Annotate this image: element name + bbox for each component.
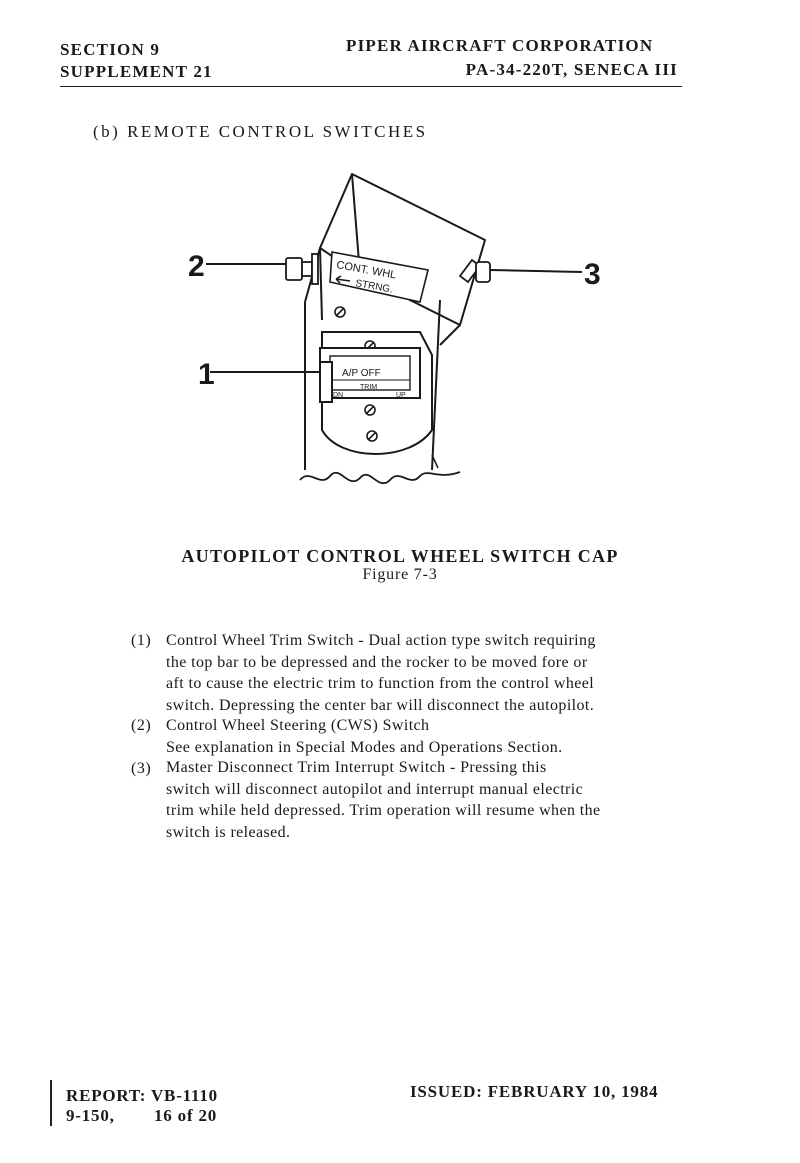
list-item [166,715,682,758]
figure-number: Figure 7-3 [362,566,438,583]
item-number: (2) [131,717,152,734]
item-number: (1) [131,632,152,649]
list-item [166,757,682,844]
page-number: 9-150, [66,1106,115,1125]
report-number: REPORT: VB-1110 [66,1086,218,1105]
item-title: Master Disconnect Trim Interrupt Switch - Pressing this [166,759,547,776]
item-line: switch will disconnect autopilot and interrupt manual electric [166,780,584,798]
supplement-label: SUPPLEMENT 21 [60,62,213,81]
cws-switch-knob [286,254,318,284]
page-count: 16 of 20 [154,1106,218,1125]
item-line: See explanation in Special Modes and Operations Section. [166,738,563,756]
item-line: aft to cause the electric trim to function from the control wheel [166,675,595,693]
section-subheading: (b) REMOTE CONTROL SWITCHES [93,122,428,141]
item-title: Control Wheel Steering (CWS) Switch [166,717,430,734]
aircraft-model: PA-34-220T, SENECA III [465,60,678,79]
callout-3: 3 [584,258,601,291]
ap-off-label: A/P OFF [342,368,381,379]
item-title: Control Wheel Trim Switch - Dual action type switch requiring [166,632,596,649]
figure-title: AUTOPILOT CONTROL WHEEL SWITCH CAP [181,546,619,566]
trim-label: TRIM [360,384,378,391]
item-line: trim while held depressed. Trim operation will resume when the [166,802,601,820]
section-label: SECTION 9 [60,40,161,59]
item-number: (3) [131,760,152,777]
revision-bar [50,1080,52,1126]
trim-up-label: UP [396,392,406,399]
item-line: switch. Depressing the center bar will disconnect the autopilot. [166,697,595,715]
list-item [166,630,682,717]
switch-cap-illustration [170,150,630,510]
callout-2: 2 [188,250,205,283]
company-name: PIPER AIRCRAFT CORPORATION [346,36,654,55]
callout-1: 1 [198,358,215,391]
issued-date: ISSUED: FEBRUARY 10, 1984 [410,1082,659,1101]
item-line: switch is released. [166,824,291,842]
item-line: the top bar to be depressed and the rocker to be moved fore or [166,653,588,671]
header-rule [60,86,682,87]
placard-bottom-text: STRNG. [354,278,394,296]
placard-top-text: CONT. WHL [335,259,398,282]
trim-down-label: DN [333,392,344,399]
